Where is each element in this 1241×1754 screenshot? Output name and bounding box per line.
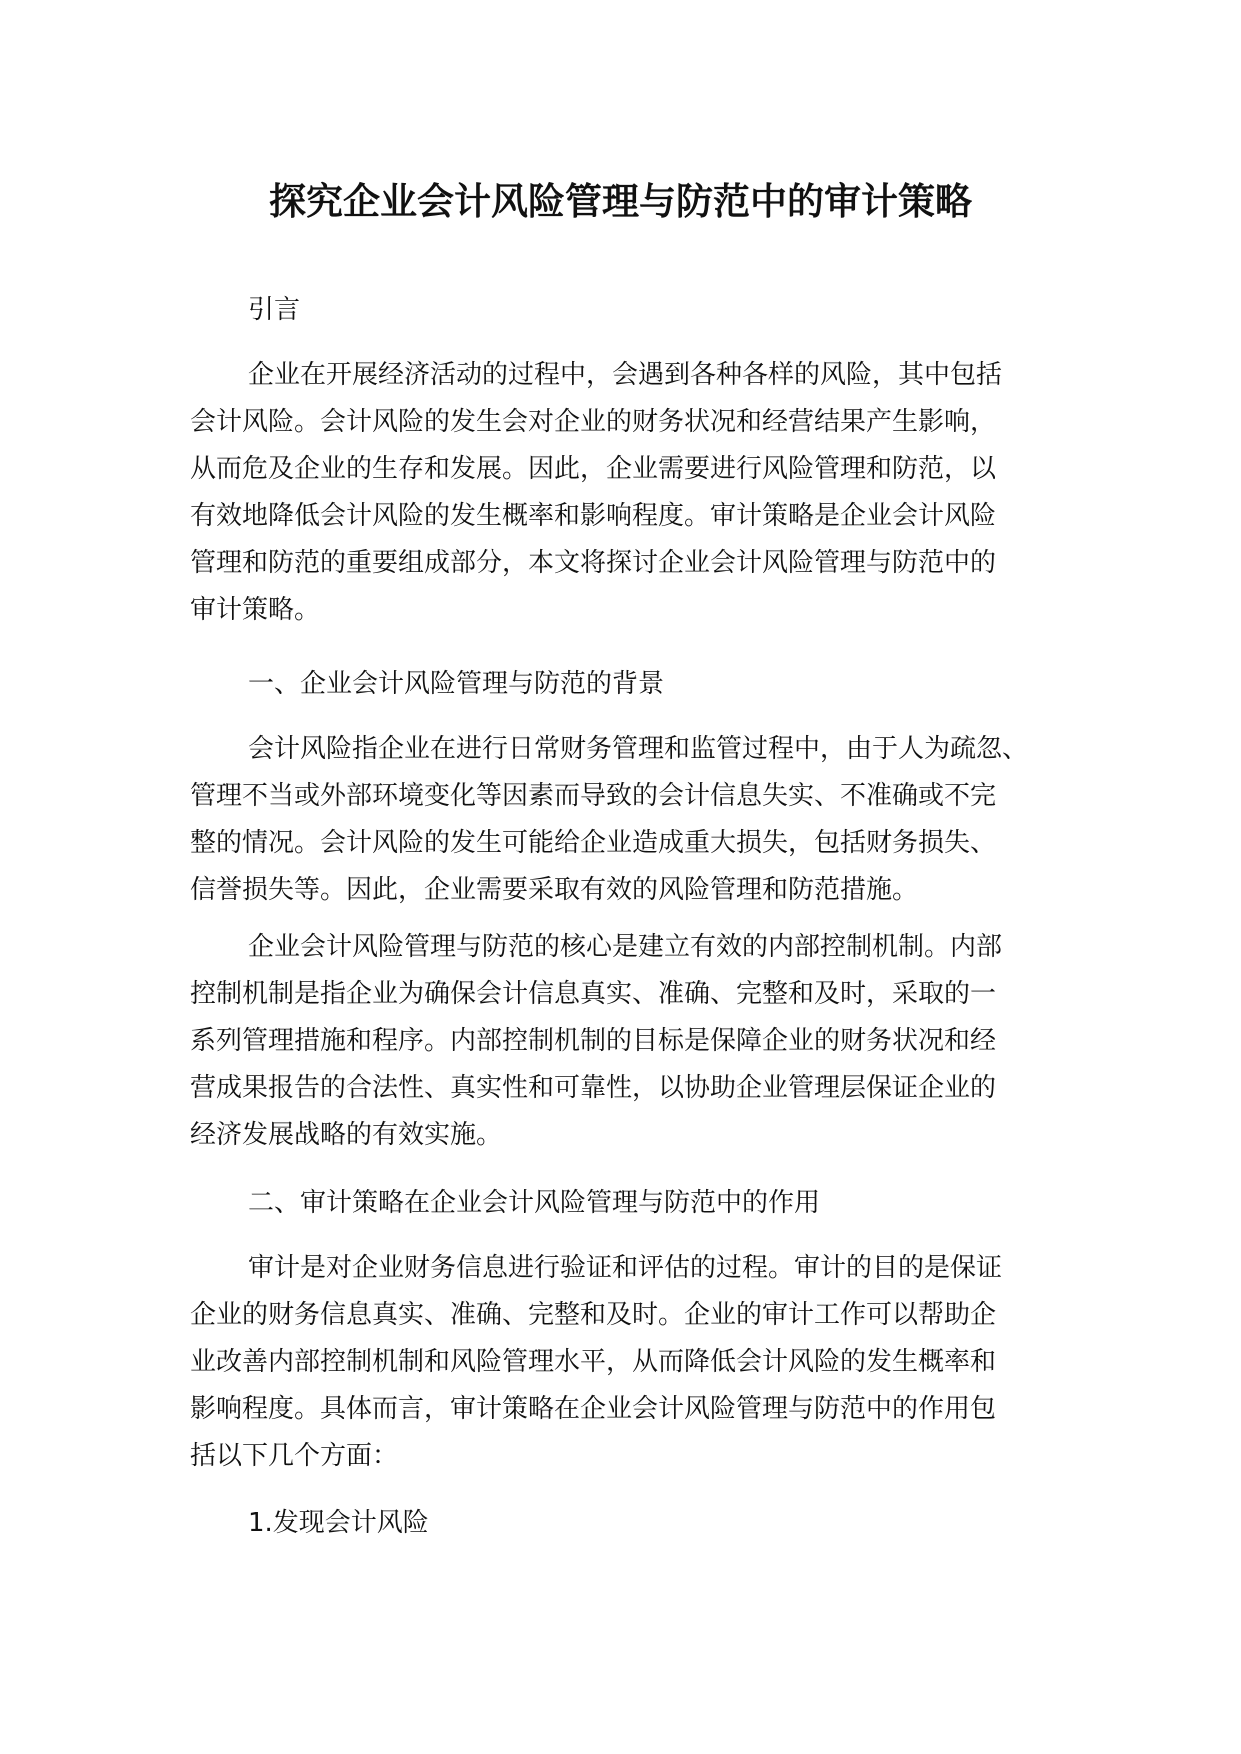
paragraph-line: 有效地降低会计风险的发生概率和影响程度。审计策略是企业会计风险 — [190, 501, 997, 531]
subheading-1: 1.发现会计风险 — [248, 1508, 429, 1538]
paragraph-line: 企业会计风险管理与防范的核心是建立有效的内部控制机制。内部 — [248, 932, 1003, 962]
paragraph-line: 会计风险。会计风险的发生会对企业的财务状况和经营结果产生影响， — [190, 407, 997, 437]
section2-paragraph-1 — [190, 1245, 1050, 1480]
intro-heading: 引言 — [248, 295, 301, 325]
paragraph-line: 审计是对企业财务信息进行验证和评估的过程。审计的目的是保证 — [248, 1253, 1003, 1283]
paragraph-line: 管理不当或外部环境变化等因素而导致的会计信息失实、不准确或不完 — [190, 781, 997, 811]
paragraph-line: 企业的财务信息真实、准确、完整和及时。企业的审计工作可以帮助企 — [190, 1300, 997, 1330]
section2-heading: 二、审计策略在企业会计风险管理与防范中的作用 — [248, 1188, 821, 1218]
paragraph-line: 系列管理措施和程序。内部控制机制的目标是保障企业的财务状况和经 — [190, 1026, 997, 1056]
paragraph-line: 括以下几个方面： — [190, 1441, 399, 1471]
paragraph-line: 影响程度。具体而言，审计策略在企业会计风险管理与防范中的作用包 — [190, 1394, 997, 1424]
paragraph-line: 控制机制是指企业为确保会计信息真实、准确、完整和及时，采取的一 — [190, 979, 997, 1009]
paragraph-line: 从而危及企业的生存和发展。因此，企业需要进行风险管理和防范，以 — [190, 454, 997, 484]
paragraph-line: 业改善内部控制机制和风险管理水平，从而降低会计风险的发生概率和 — [190, 1347, 997, 1377]
document-title: 探究企业会计风险管理与防范中的审计策略 — [269, 180, 972, 223]
paragraph-line: 企业在开展经济活动的过程中，会遇到各种各样的风险，其中包括 — [248, 360, 1003, 390]
paragraph-line: 会计风险指企业在进行日常财务管理和监管过程中，由于人为疏忽、 — [248, 734, 1029, 764]
section1-paragraph-2 — [190, 924, 1050, 1159]
paragraph-line: 管理和防范的重要组成部分，本文将探讨企业会计风险管理与防范中的 — [190, 548, 997, 578]
section1-paragraph-1 — [190, 726, 1050, 914]
section1-heading: 一、企业会计风险管理与防范的背景 — [248, 669, 665, 699]
intro-paragraph — [190, 352, 1050, 634]
paragraph-line: 营成果报告的合法性、真实性和可靠性，以协助企业管理层保证企业的 — [190, 1073, 997, 1103]
paragraph-line: 信誉损失等。因此，企业需要采取有效的风险管理和防范措施。 — [190, 875, 919, 905]
paragraph-line: 审计策略。 — [190, 595, 321, 625]
paragraph-line: 经济发展战略的有效实施。 — [190, 1120, 503, 1150]
paragraph-line: 整的情况。会计风险的发生可能给企业造成重大损失，包括财务损失、 — [190, 828, 997, 858]
